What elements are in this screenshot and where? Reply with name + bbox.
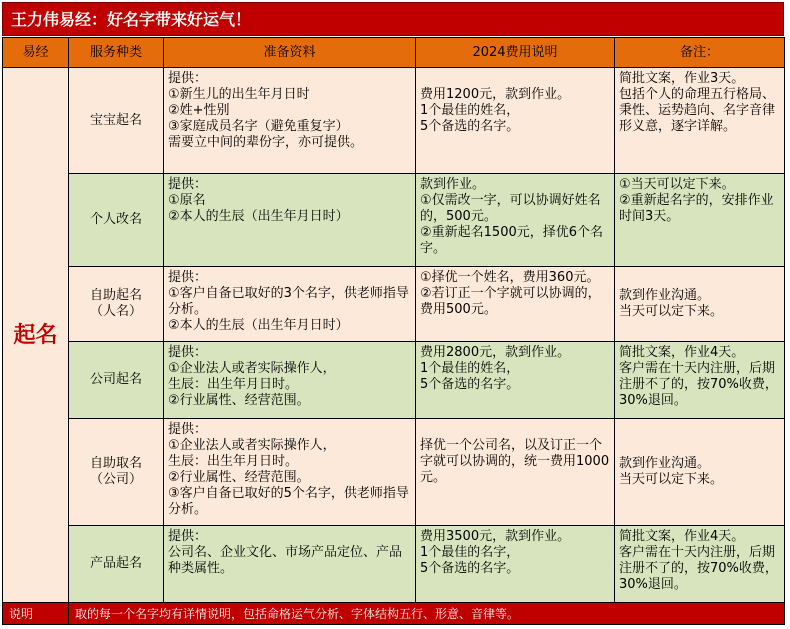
fees-cell bbox=[416, 526, 615, 603]
fees-line: 1个最佳的名字， bbox=[420, 545, 520, 560]
materials-line: 提供： bbox=[168, 422, 208, 437]
materials-line: 提供： bbox=[168, 177, 208, 192]
materials-cell bbox=[164, 174, 416, 267]
notes-line: 客户需在十天内注册，后期注册不了的，按70%收费，30%退回。 bbox=[619, 361, 778, 408]
footer-label: 说明 bbox=[3, 603, 69, 625]
materials-line: 生辰：出生年月日时。 bbox=[168, 377, 299, 392]
materials-line: ③家庭成员名字（避免重复字） bbox=[168, 119, 349, 134]
service-name bbox=[69, 342, 164, 419]
footer-text: 取的每一个名字均有详情说明，包括命格运气分析、字体结构五行、形意、音律等。 bbox=[69, 603, 785, 625]
service-name-line: （人名） bbox=[89, 304, 142, 319]
page-title: 王力伟易经：好名字带来好运气！ bbox=[2, 2, 784, 36]
table-row bbox=[3, 342, 785, 419]
materials-line: ①客户自备已取好的3个名字，供老师指导分析。 bbox=[168, 286, 409, 317]
fees-line: 择优一个公司名，以及订正一个字就可以协调的，统一费用1000元。 bbox=[420, 438, 610, 485]
notes-line: 当天可以定下来。 bbox=[619, 472, 724, 487]
table-row bbox=[3, 174, 785, 267]
materials-cell bbox=[164, 267, 416, 342]
fees-line: ②若订正一个字就可以协调的，费用500元。 bbox=[420, 286, 601, 317]
materials-cell bbox=[164, 526, 416, 603]
notes-cell bbox=[615, 419, 785, 526]
fees-line: 费用2800元，款到作业。 bbox=[420, 345, 571, 360]
fees-line: 款到作业。 bbox=[420, 177, 486, 192]
materials-line: 公司名、企业文化、市场产品定位、产品种类属性。 bbox=[168, 545, 403, 576]
service-name bbox=[69, 174, 164, 267]
materials-line: ③客户自备已取好的5个名字，供老师指导分析。 bbox=[168, 486, 409, 517]
notes-line: 款到作业沟通。 bbox=[619, 288, 711, 303]
notes-line: 客户需在十天内注册，后期注册不了的，按70%收费，30%退回。 bbox=[619, 545, 778, 592]
materials-line: ②本人的生辰（出生年月日时） bbox=[168, 318, 349, 333]
header-fees: 2024费用说明 bbox=[416, 38, 615, 68]
service-name-line: （公司） bbox=[89, 472, 142, 487]
fees-line: 1个最佳的姓名， bbox=[420, 361, 520, 376]
service-name bbox=[69, 267, 164, 342]
service-name bbox=[69, 68, 164, 174]
materials-line: 需要立中间的辈份字，亦可提供。 bbox=[168, 135, 364, 150]
table-row bbox=[3, 267, 785, 342]
service-name-line: 公司起名 bbox=[89, 372, 142, 387]
fees-line: 5个备选的名字。 bbox=[420, 377, 520, 392]
notes-cell bbox=[615, 526, 785, 603]
fees-line: ①择优一个姓名，费用360元。 bbox=[420, 270, 600, 285]
materials-line: 提供： bbox=[168, 270, 208, 285]
materials-line: ②姓+性别 bbox=[168, 103, 230, 118]
service-name-line: 个人改名 bbox=[89, 212, 142, 227]
fees-cell bbox=[416, 267, 615, 342]
notes-line: 简批文案，作业4天。 bbox=[619, 529, 745, 544]
materials-line: ②行业属性、经营范围。 bbox=[168, 470, 310, 485]
notes-cell bbox=[615, 174, 785, 267]
service-name-line: 自助取名 bbox=[89, 456, 142, 471]
notes-cell bbox=[615, 342, 785, 419]
notes-line: 简批文案，作业4天。 bbox=[619, 345, 745, 360]
service-name-line: 自助起名 bbox=[89, 288, 142, 303]
notes-line: 简批文案，作业3天。 bbox=[619, 71, 745, 86]
fees-cell bbox=[416, 174, 615, 267]
fees-line: 费用3500元，款到作业。 bbox=[420, 529, 571, 544]
materials-line: 生辰：出生年月日时。 bbox=[168, 454, 299, 469]
fees-line: ①仅需改一字，可以协调好姓名的，500元。 bbox=[420, 193, 601, 224]
table-row bbox=[3, 68, 785, 174]
notes-line: 当天可以定下来。 bbox=[619, 304, 724, 319]
materials-line: ①新生儿的出生年月日时 bbox=[168, 87, 310, 102]
header-yijing: 易经 bbox=[3, 38, 69, 68]
materials-line: 提供： bbox=[168, 345, 208, 360]
materials-cell bbox=[164, 342, 416, 419]
materials-line: ②行业属性、经营范围。 bbox=[168, 393, 310, 408]
service-name-line: 产品起名 bbox=[89, 556, 142, 571]
materials-cell bbox=[164, 419, 416, 526]
notes-line: 包括个人的命理五行格局、秉性、运势趋向、名字音律形义意，逐字详解。 bbox=[619, 87, 776, 134]
service-table bbox=[2, 37, 785, 625]
materials-line: ①原名 bbox=[168, 193, 206, 208]
fees-cell bbox=[416, 68, 615, 174]
notes-line: ②重新起名字的，安排作业时间3天。 bbox=[619, 193, 774, 224]
fees-line: 1个最佳的姓名， bbox=[420, 103, 520, 118]
service-name bbox=[69, 419, 164, 526]
fees-line: 5个备选的名字。 bbox=[420, 119, 520, 134]
table-row bbox=[3, 526, 785, 603]
header-notes: 备注： bbox=[615, 38, 785, 68]
header-materials: 准备资料 bbox=[164, 38, 416, 68]
materials-line: ①企业法人或者实际操作人， bbox=[168, 438, 336, 453]
materials-cell bbox=[164, 68, 416, 174]
footer-row bbox=[3, 603, 785, 625]
materials-line: ②本人的生辰（出生年月日时） bbox=[168, 209, 349, 224]
materials-line: 提供： bbox=[168, 71, 208, 86]
materials-line: ①企业法人或者实际操作人， bbox=[168, 361, 336, 376]
materials-line: 提供： bbox=[168, 529, 208, 544]
fees-line: ②重新起名1500元，择优6个名字。 bbox=[420, 225, 604, 256]
notes-line: ①当天可以定下来。 bbox=[619, 177, 735, 192]
fees-line: 5个备选的名字。 bbox=[420, 561, 520, 576]
service-name-line: 宝宝起名 bbox=[89, 112, 142, 128]
service-name bbox=[69, 526, 164, 603]
table-row bbox=[3, 419, 785, 526]
fees-line: 费用1200元，款到作业。 bbox=[420, 87, 571, 102]
header-row bbox=[3, 38, 785, 68]
header-service-type: 服务种类 bbox=[69, 38, 164, 68]
fees-cell bbox=[416, 342, 615, 419]
fees-cell bbox=[416, 419, 615, 526]
notes-cell bbox=[615, 267, 785, 342]
section-label: 起名 bbox=[3, 68, 69, 603]
notes-cell bbox=[615, 68, 785, 174]
notes-line: 款到作业沟通。 bbox=[619, 456, 711, 471]
